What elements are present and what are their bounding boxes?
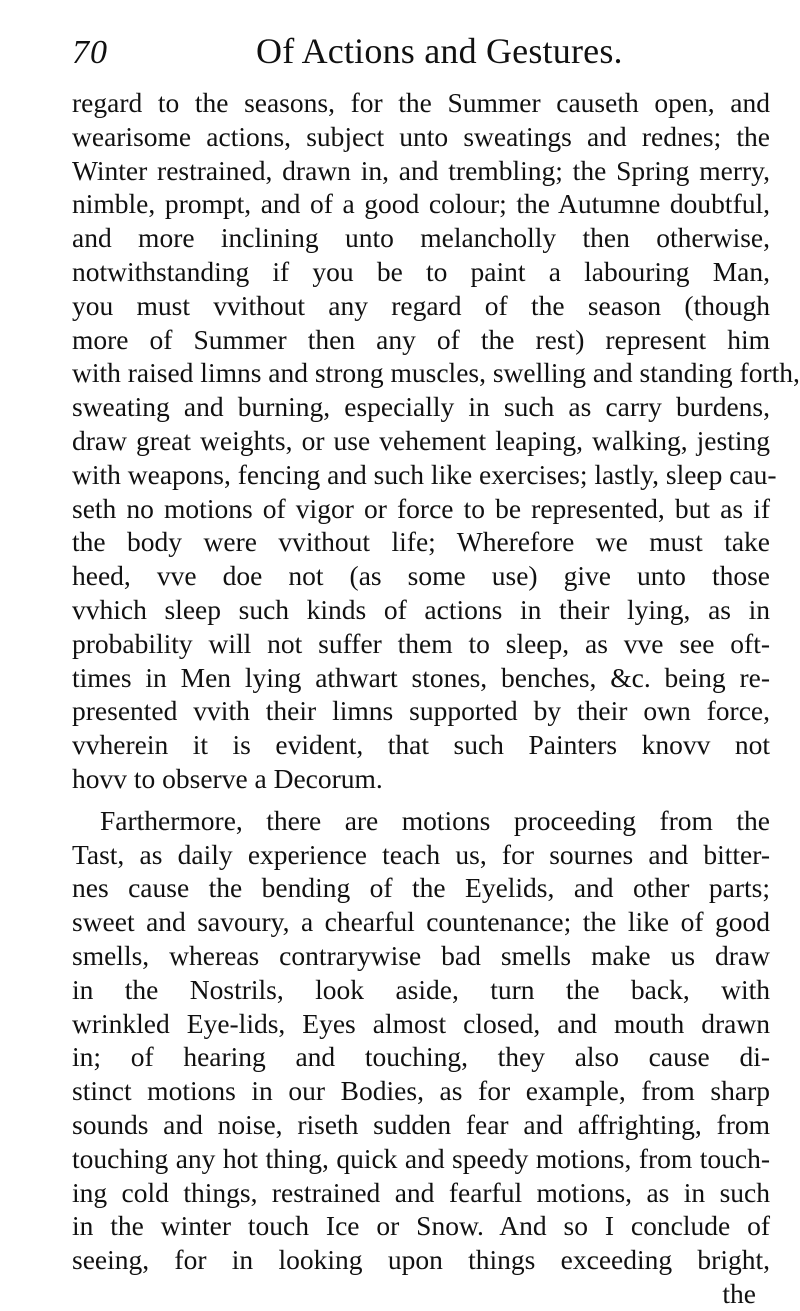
paragraph-2 [72,804,770,1277]
text-line: in; of hearing and touching, they also cause di- [72,1041,770,1073]
text-line: nes cause the bending of the Eyelids, and other parts; [72,872,770,904]
text-line: and more inclining unto melancholly then otherwise, [72,222,770,254]
text-line: wearisome actions, subject unto sweatings and rednes; the [72,120,770,152]
page-number: 70 [72,34,108,71]
text-line: with raised limns and strong muscles, swelling and standing forth, [72,357,800,389]
catchword: the [722,1277,756,1309]
paragraph-gap [72,796,770,804]
text-line: sweating and burning, especially in such as carry burdens, [72,391,770,423]
text-line: nimble, prompt, and of a good colour; the Autumne doubtful, [72,188,770,220]
body-text [72,86,800,1311]
running-head: Of Actions and Gestures. [256,31,623,71]
text-line: in the winter touch Ice or Snow. And so I conclude of [72,1210,770,1242]
text-line: wrinkled Eye-lids, Eyes almost closed, and mouth drawn [72,1007,770,1039]
text-line: smells, whereas contrarywise bad smells make us draw [72,939,770,971]
text-line: hovv to observe a Decorum. [72,762,383,794]
text-line: sweet and savoury, a chearful countenance; the like of good [72,906,770,938]
text-line: seeing, for in looking upon things exceeding bright, [72,1244,770,1276]
text-line: vvhich sleep such kinds of actions in their lying, as in [72,593,770,625]
text-line: in the Nostrils, look aside, turn the back, with [72,973,770,1005]
text-line: notwithstanding if you be to paint a labouring Man, [72,255,770,287]
text-line: times in Men lying athwart stones, benches, &c. being re- [72,661,770,693]
text-line: sounds and noise, riseth sudden fear and affrighting, from [72,1108,770,1140]
text-line: vvherein it is evident, that such Painters knovv not [72,729,770,761]
text-line: probability will not suffer them to sleep, as vve see oft- [72,627,770,659]
text-line: heed, vve doe not (as some use) give unto those [72,560,770,592]
text-line: touching any hot thing, quick and speedy motions, from touch- [72,1142,770,1174]
text-line: Winter restrained, drawn in, and trembling; the Spring merry, [72,154,770,186]
text-line: Tast, as daily experience teach us, for sournes and bitter- [72,838,770,870]
paragraph-1 [72,86,800,796]
page-header [72,30,772,84]
text-line: more of Summer then any of the rest) represent him [72,323,770,355]
text-line: seth no motions of vigor or force to be represented, but as if [72,492,770,524]
text-line: stinct motions in our Bodies, as for example, from sharp [72,1075,770,1107]
text-line: presented vvith their limns supported by their own force, [72,695,770,727]
text-line: ing cold things, restrained and fearful motions, as in such [72,1176,770,1208]
text-line: regard to the seasons, for the Summer causeth open, and [72,87,770,118]
text-line: draw great weights, or use vehement leaping, walking, jesting [72,424,770,456]
text-line: with weapons, fencing and such like exercises; lastly, sleep cau- [72,458,777,490]
text-line: the body were vvithout life; Wherefore we must take [72,526,770,558]
text-line: you must vvithout any regard of the season (though [72,289,770,321]
text-line: Farthermore, there are motions proceeding from the [100,804,770,836]
